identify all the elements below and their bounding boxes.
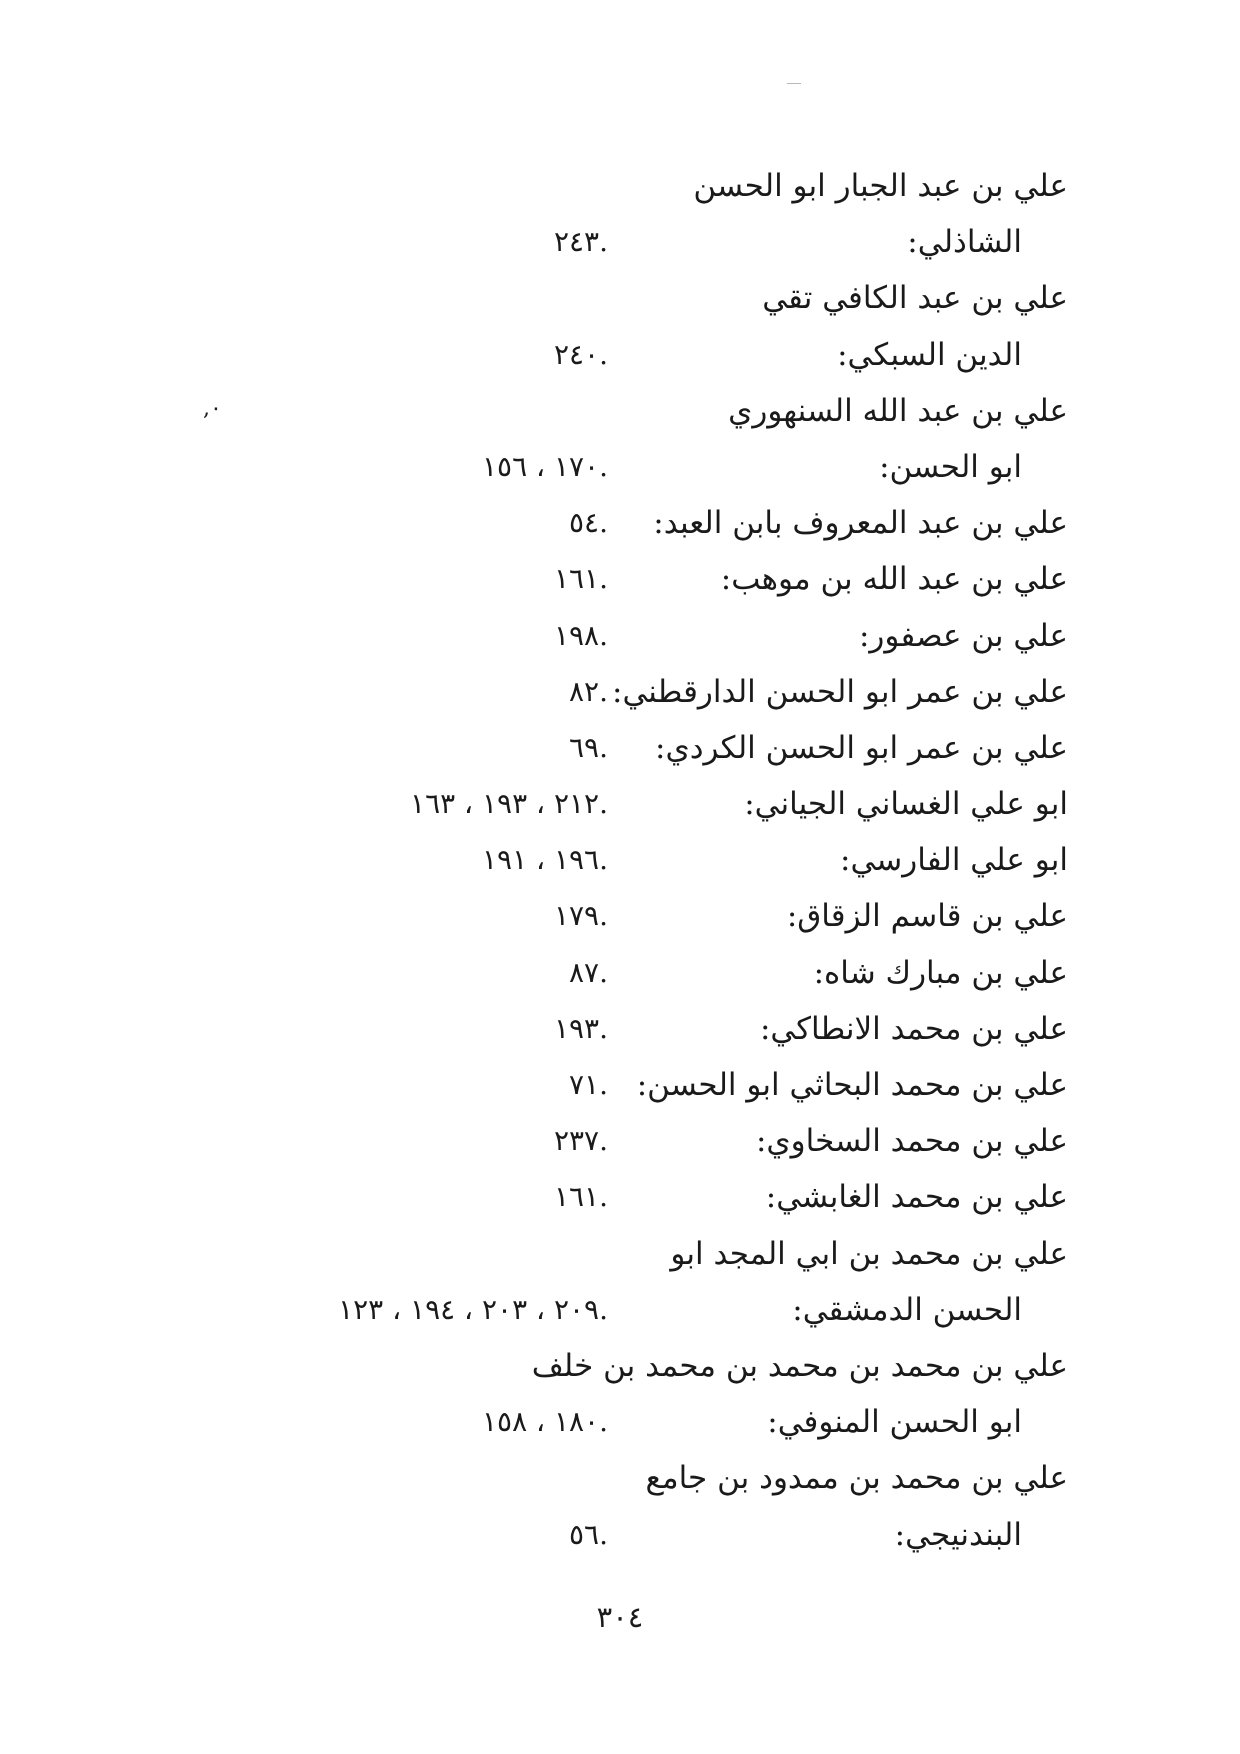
index-entry-heading [0, 1228, 1240, 1284]
entry-page-numbers: .٢٠٩ ، ٢٠٣ ، ١٩٤ ، ١٢٣ [338, 1292, 608, 1326]
entry-page-numbers: .١٨٠ ، ١٥٨ [482, 1405, 608, 1439]
margin-mark: ٠, [203, 396, 222, 421]
entry-page-numbers: .١٦١ [553, 562, 608, 596]
entry-name: علي بن عمر ابو الحسن الكردي: [655, 729, 1068, 766]
index-entry [0, 834, 1240, 890]
entry-name: علي بن محمد بن ممدود بن جامع [645, 1460, 1068, 1497]
entry-name: علي بن محمد البحاثي ابو الحسن: [636, 1067, 1068, 1103]
index-entry [0, 890, 1240, 946]
page-number: ٣٠٤ [596, 1600, 644, 1634]
entry-name: الشاذلي: [907, 224, 1022, 261]
entry-page-numbers: .١٧٩ [553, 899, 608, 933]
entry-name: ابو الحسن: [879, 448, 1022, 485]
index-entry [0, 778, 1240, 834]
entry-page-numbers: .١٩٣ [553, 1011, 608, 1045]
entry-page-numbers: .٢١٢ ، ١٩٣ ، ١٦٣ [410, 787, 608, 821]
index-entry-continuation [0, 329, 1240, 385]
entry-page-numbers: .٢٣٧ [553, 1124, 608, 1158]
index-entry-continuation [0, 1509, 1240, 1565]
entry-name: علي بن عبد الله بن موهب: [720, 561, 1068, 598]
index-entry-heading [0, 160, 1240, 216]
entry-name: الدين السبكي: [837, 336, 1022, 373]
index-entry [0, 497, 1240, 553]
index-entry [0, 722, 1240, 778]
index-entry [0, 1171, 1240, 1227]
entry-page-numbers: .٨٧ [569, 955, 608, 989]
entry-name: علي بن عبد الله السنهوري [728, 392, 1068, 429]
index-entry-continuation [0, 216, 1240, 272]
entry-name: علي بن محمد بن ابي المجد ابو [670, 1235, 1068, 1272]
entry-name: علي بن محمد الغابشي: [765, 1179, 1068, 1216]
entry-name: علي بن قاسم الزقاق: [786, 898, 1068, 935]
entry-page-numbers: .١٦١ [553, 1180, 608, 1214]
entry-page-numbers: .١٩٨ [553, 618, 608, 652]
index-entry-continuation [0, 1396, 1240, 1452]
entry-page-numbers: .٦٩ [569, 730, 608, 764]
index-entry-continuation [0, 1284, 1240, 1340]
index-entry [0, 1003, 1240, 1059]
entry-name: علي بن عمر ابو الحسن الدارقطني: [612, 673, 1068, 710]
entry-name: علي بن محمد بن محمد بن محمد بن خلف [531, 1347, 1068, 1384]
entry-page-numbers: .١٧٠ ، ١٥٦ [482, 449, 608, 483]
entry-name: علي بن عصفور: [858, 617, 1068, 654]
entry-name: علي بن عبد الجبار ابو الحسن [693, 168, 1068, 204]
entry-page-numbers: .٢٤٣ [553, 225, 608, 259]
index-entry [0, 947, 1240, 1003]
entry-page-numbers: .٨٢ [569, 674, 608, 708]
index-entry [0, 1115, 1240, 1171]
entry-name: علي بن عبد الكافي تقي [762, 280, 1068, 317]
index-entry-heading [0, 1340, 1240, 1396]
index-entry-continuation [0, 441, 1240, 497]
entry-name: علي بن عبد المعروف بابن العبد: [653, 505, 1068, 542]
entry-name: ابو علي الفارسي: [840, 842, 1068, 879]
entry-name: علي بن محمد الانطاكي: [759, 1010, 1068, 1047]
entry-page-numbers: .٥٦ [569, 1517, 608, 1551]
entry-page-numbers: .١٩٦ ، ١٩١ [482, 843, 608, 877]
entry-name: البندنيجي: [894, 1516, 1022, 1553]
index-entry-heading [0, 272, 1240, 328]
index-list [0, 160, 1240, 1565]
entry-page-numbers: .٢٤٠ [553, 337, 608, 371]
index-entry [0, 666, 1240, 722]
entry-name: علي بن مبارك شاه: [813, 954, 1068, 991]
scan-speck [787, 83, 801, 84]
entry-page-numbers: .٥٤ [569, 506, 608, 540]
entry-name: ابو الحسن المنوفي: [767, 1404, 1022, 1441]
index-entry [0, 553, 1240, 609]
index-entry [0, 1059, 1240, 1115]
entry-name: علي بن محمد السخاوي: [755, 1123, 1068, 1160]
index-entry-heading [0, 1452, 1240, 1508]
entry-name: ابو علي الغساني الجياني: [744, 786, 1068, 823]
entry-page-numbers: .٧١ [569, 1068, 608, 1101]
index-entry-heading [0, 385, 1240, 441]
index-entry [0, 610, 1240, 666]
entry-name: الحسن الدمشقي: [792, 1291, 1022, 1328]
